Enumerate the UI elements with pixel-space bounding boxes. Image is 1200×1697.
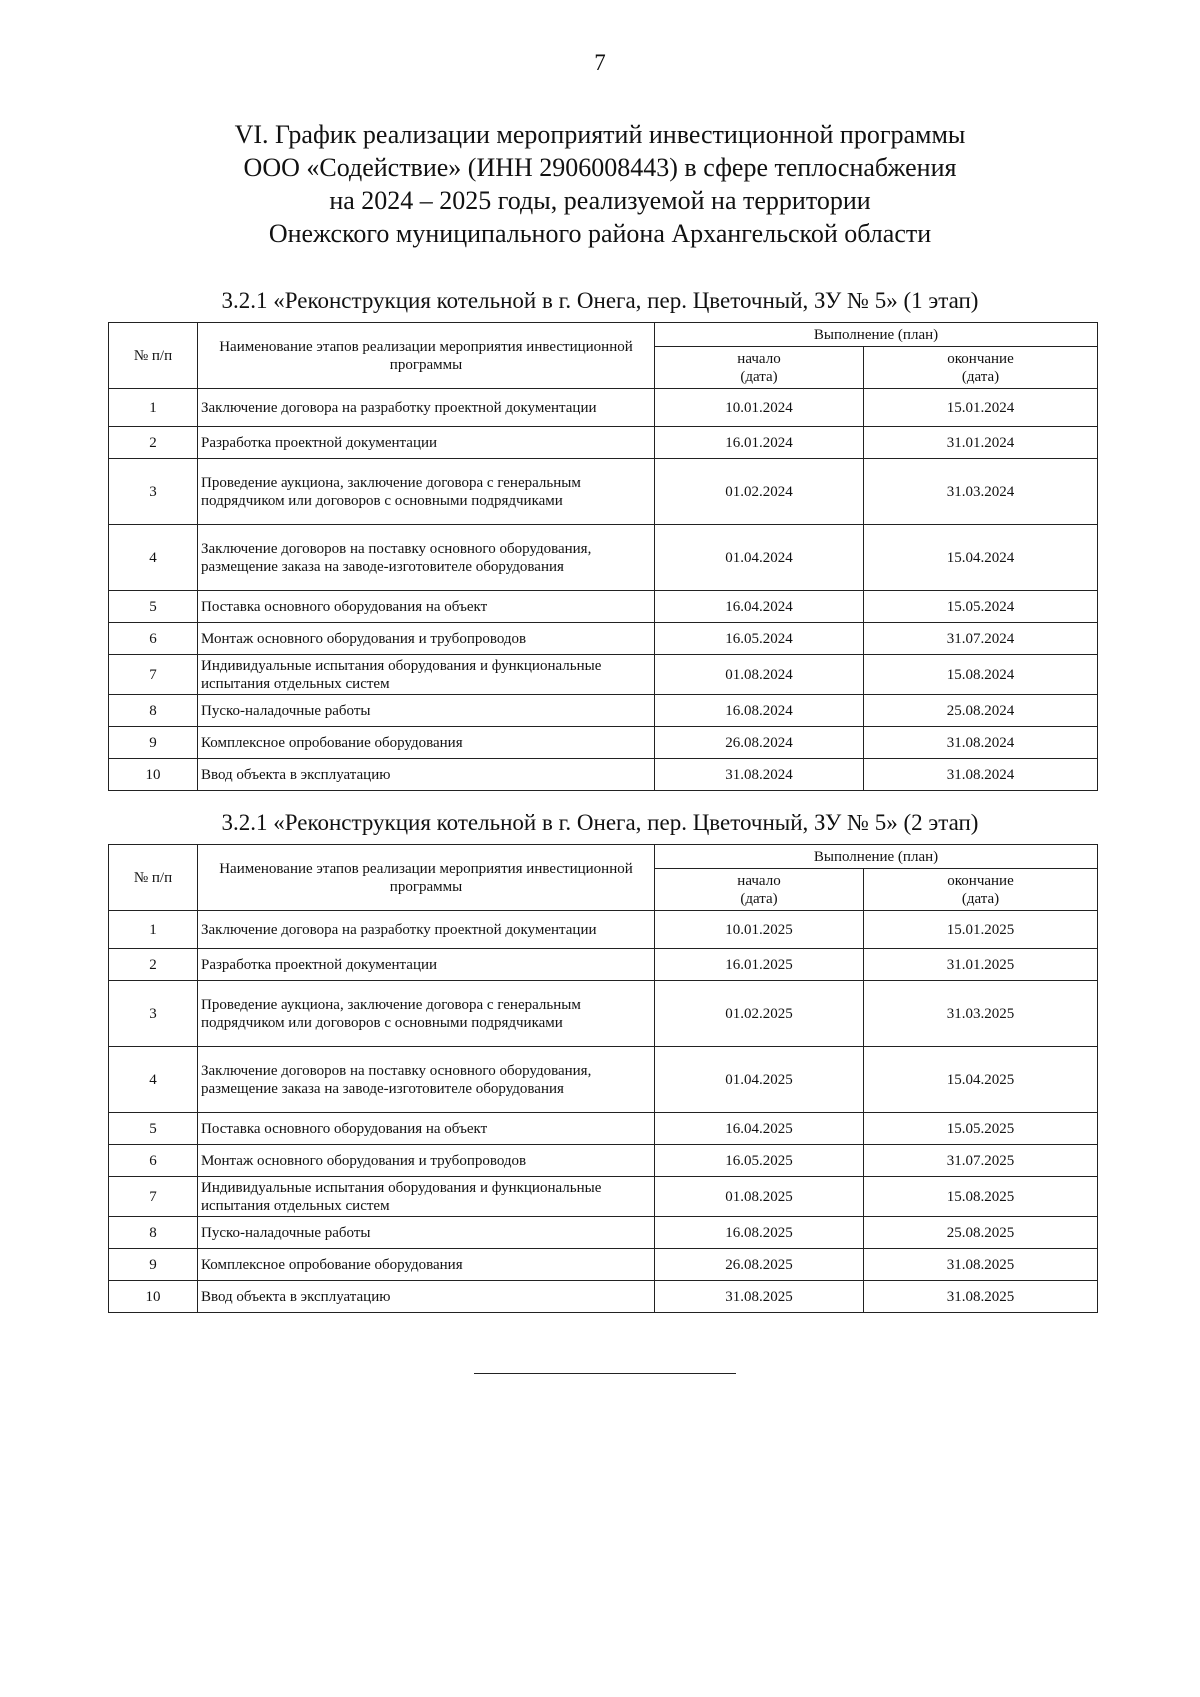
row-end-date: 31.07.2025 xyxy=(864,1145,1098,1177)
row-stage-name: Поставка основного оборудования на объект xyxy=(198,1113,655,1145)
row-start-date: 10.01.2024 xyxy=(655,389,864,427)
row-start-date: 31.08.2025 xyxy=(655,1281,864,1313)
title-line-4: Онежского муниципального района Архангельской области xyxy=(268,219,932,248)
header-start-label: начало xyxy=(737,872,781,889)
header-start-unit: (дата) xyxy=(740,368,778,385)
row-start-date: 16.05.2025 xyxy=(655,1145,864,1177)
row-end-date: 31.08.2025 xyxy=(864,1281,1098,1313)
row-num: 7 xyxy=(109,655,198,695)
row-num: 8 xyxy=(109,1217,198,1249)
table-row xyxy=(109,389,1098,427)
header-start xyxy=(655,869,864,911)
row-num: 1 xyxy=(109,389,198,427)
row-stage-name: Заключение договоров на поставку основного оборудования, размещение заказа на заводе-изготовителе оборудования xyxy=(198,525,655,591)
row-num: 8 xyxy=(109,695,198,727)
row-end-date: 31.08.2024 xyxy=(864,727,1098,759)
row-end-date: 31.03.2024 xyxy=(864,459,1098,525)
table-row xyxy=(109,1249,1098,1281)
document-title xyxy=(100,118,1100,250)
row-num: 10 xyxy=(109,1281,198,1313)
row-stage-name: Пуско-наладочные работы xyxy=(198,695,655,727)
table-row xyxy=(109,525,1098,591)
row-stage-name: Заключение договора на разработку проектной документации xyxy=(198,389,655,427)
row-stage-name: Разработка проектной документации xyxy=(198,949,655,981)
row-end-date: 31.07.2024 xyxy=(864,623,1098,655)
row-start-date: 01.08.2025 xyxy=(655,1177,864,1217)
table-row xyxy=(109,1113,1098,1145)
row-stage-name: Поставка основного оборудования на объект xyxy=(198,591,655,623)
title-line-3: на 2024 – 2025 годы, реализуемой на территории xyxy=(329,186,871,215)
row-start-date: 16.04.2024 xyxy=(655,591,864,623)
header-execution: Выполнение (план) xyxy=(655,323,1098,347)
row-stage-name: Заключение договора на разработку проектной документации xyxy=(198,911,655,949)
row-stage-name: Проведение аукциона, заключение договора с генеральным подрядчиком или договоров с основными подрядчиками xyxy=(198,981,655,1047)
row-stage-name: Разработка проектной документации xyxy=(198,427,655,459)
row-num: 7 xyxy=(109,1177,198,1217)
row-num: 3 xyxy=(109,981,198,1047)
header-start-label: начало xyxy=(737,350,781,367)
row-start-date: 01.08.2024 xyxy=(655,655,864,695)
table-row xyxy=(109,981,1098,1047)
header-end-label: окончание xyxy=(947,872,1014,889)
section-title-stage-2: 3.2.1 «Реконструкция котельной в г. Онега, пер. Цветочный, ЗУ № 5» (2 этап) xyxy=(221,810,979,835)
header-end xyxy=(864,869,1098,911)
row-start-date: 16.08.2024 xyxy=(655,695,864,727)
row-start-date: 01.02.2025 xyxy=(655,981,864,1047)
row-start-date: 01.04.2024 xyxy=(655,525,864,591)
schedule-table-stage-1 xyxy=(108,322,1098,791)
row-num: 2 xyxy=(109,949,198,981)
row-end-date: 31.01.2024 xyxy=(864,427,1098,459)
table-row xyxy=(109,727,1098,759)
row-end-date: 15.05.2024 xyxy=(864,591,1098,623)
row-start-date: 31.08.2024 xyxy=(655,759,864,791)
header-start-unit: (дата) xyxy=(740,890,778,907)
row-num: 4 xyxy=(109,1047,198,1113)
table-row xyxy=(109,1281,1098,1313)
row-num: 6 xyxy=(109,1145,198,1177)
table-row xyxy=(109,949,1098,981)
row-num: 10 xyxy=(109,759,198,791)
row-start-date: 16.01.2024 xyxy=(655,427,864,459)
row-num: 9 xyxy=(109,727,198,759)
table-row xyxy=(109,759,1098,791)
row-stage-name: Индивидуальные испытания оборудования и функциональные испытания отдельных систем xyxy=(198,1177,655,1217)
row-num: 9 xyxy=(109,1249,198,1281)
header-stage-name: Наименование этапов реализации мероприятия инвестиционной программы xyxy=(198,845,655,911)
row-num: 5 xyxy=(109,591,198,623)
table-row xyxy=(109,1047,1098,1113)
row-stage-name: Индивидуальные испытания оборудования и функциональные испытания отдельных систем xyxy=(198,655,655,695)
row-start-date: 16.08.2025 xyxy=(655,1217,864,1249)
row-end-date: 15.01.2024 xyxy=(864,389,1098,427)
row-end-date: 31.01.2025 xyxy=(864,949,1098,981)
row-stage-name: Монтаж основного оборудования и трубопроводов xyxy=(198,1145,655,1177)
row-start-date: 10.01.2025 xyxy=(655,911,864,949)
row-stage-name: Ввод объекта в эксплуатацию xyxy=(198,759,655,791)
header-end-unit: (дата) xyxy=(961,368,1000,385)
row-num: 2 xyxy=(109,427,198,459)
header-execution: Выполнение (план) xyxy=(655,845,1098,869)
row-num: 1 xyxy=(109,911,198,949)
table-row xyxy=(109,1145,1098,1177)
header-num: № п/п xyxy=(109,845,198,911)
row-stage-name: Пуско-наладочные работы xyxy=(198,1217,655,1249)
table-row xyxy=(109,1217,1098,1249)
row-end-date: 25.08.2025 xyxy=(864,1217,1098,1249)
row-start-date: 16.05.2024 xyxy=(655,623,864,655)
section-title-stage-1: 3.2.1 «Реконструкция котельной в г. Онега, пер. Цветочный, ЗУ № 5» (1 этап) xyxy=(221,288,979,313)
table-row xyxy=(109,427,1098,459)
row-start-date: 16.01.2025 xyxy=(655,949,864,981)
title-line-1: VI. График реализации мероприятий инвестиционной программы xyxy=(234,120,966,149)
closing-rule xyxy=(474,1373,736,1374)
row-num: 6 xyxy=(109,623,198,655)
row-start-date: 16.04.2025 xyxy=(655,1113,864,1145)
table-row xyxy=(109,1177,1098,1217)
row-end-date: 15.08.2025 xyxy=(864,1177,1098,1217)
table-row xyxy=(109,623,1098,655)
table-row xyxy=(109,655,1098,695)
row-start-date: 01.04.2025 xyxy=(655,1047,864,1113)
row-num: 3 xyxy=(109,459,198,525)
row-start-date: 26.08.2024 xyxy=(655,727,864,759)
row-stage-name: Проведение аукциона, заключение договора с генеральным подрядчиком или договоров с основными подрядчиками xyxy=(198,459,655,525)
row-stage-name: Заключение договоров на поставку основного оборудования, размещение заказа на заводе-изготовителе оборудования xyxy=(198,1047,655,1113)
row-stage-name: Комплексное опробование оборудования xyxy=(198,1249,655,1281)
title-line-2: ООО «Содействие» (ИНН 2906008443) в сфере теплоснабжения xyxy=(243,153,957,182)
header-stage-name: Наименование этапов реализации мероприятия инвестиционной программы xyxy=(198,323,655,389)
table-row xyxy=(109,695,1098,727)
table-row xyxy=(109,591,1098,623)
row-end-date: 31.08.2025 xyxy=(864,1249,1098,1281)
header-start xyxy=(655,347,864,389)
row-end-date: 31.03.2025 xyxy=(864,981,1098,1047)
header-num: № п/п xyxy=(109,323,198,389)
row-num: 5 xyxy=(109,1113,198,1145)
row-end-date: 15.01.2025 xyxy=(864,911,1098,949)
table-row xyxy=(109,459,1098,525)
row-start-date: 26.08.2025 xyxy=(655,1249,864,1281)
row-end-date: 25.08.2024 xyxy=(864,695,1098,727)
row-end-date: 15.04.2025 xyxy=(864,1047,1098,1113)
row-end-date: 15.05.2025 xyxy=(864,1113,1098,1145)
row-end-date: 15.04.2024 xyxy=(864,525,1098,591)
header-end-unit: (дата) xyxy=(961,890,1000,907)
row-stage-name: Комплексное опробование оборудования xyxy=(198,727,655,759)
row-stage-name: Ввод объекта в эксплуатацию xyxy=(198,1281,655,1313)
row-stage-name: Монтаж основного оборудования и трубопроводов xyxy=(198,623,655,655)
header-end xyxy=(864,347,1098,389)
table-row xyxy=(109,911,1098,949)
page-number: 7 xyxy=(594,50,606,75)
header-end-label: окончание xyxy=(947,350,1014,367)
row-start-date: 01.02.2024 xyxy=(655,459,864,525)
row-end-date: 31.08.2024 xyxy=(864,759,1098,791)
schedule-table-stage-2 xyxy=(108,844,1098,1313)
row-end-date: 15.08.2024 xyxy=(864,655,1098,695)
row-num: 4 xyxy=(109,525,198,591)
